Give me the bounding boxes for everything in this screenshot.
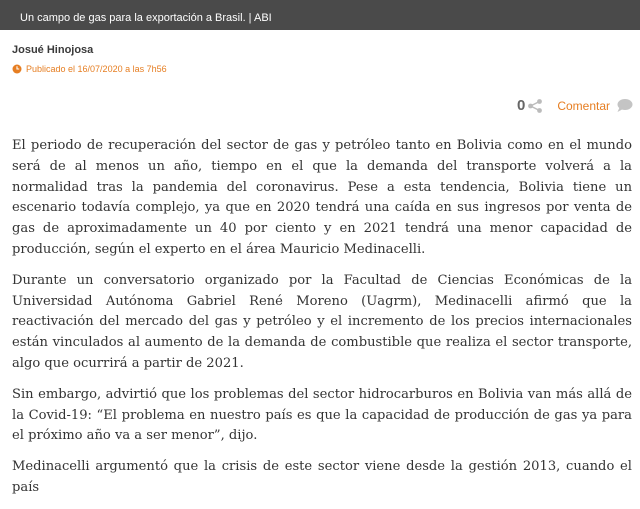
publish-date-text: Publicado el 16/07/2020 a las 7h56: [26, 64, 167, 74]
author-name[interactable]: Josué Hinojosa: [12, 44, 94, 56]
share-icon[interactable]: [527, 98, 543, 114]
article-paragraph: El periodo de recuperación del sector de gas y petróleo tanto en Bolivia como en el mundo será de al menos un año, tiempo en el que la demanda del transporte volverá a la normalidad tras la pandemia del coronavirus. Pese a esta tendencia, Bolivia tiene un escenario todavía complejo, ya que en 2020 tendrá una caída en sus ingresos por venta de gas de aproximadamente un 40 por ciento y en 2021 tendrá una menor capacidad de producción, según el experto en el área Mauricio Medinacelli.: [12, 138, 632, 257]
article-paragraph: Durante un conversatorio organizado por la Facultad de Ciencias Económicas de la Universidad Autónoma Gabriel René Moreno (Uagrm), Medinacelli afirmó que la reactivación del mercado del gas y petróleo y el incremento de los precios internacionales están vinculados al aumento de la demanda de combustible que realiza el sector transporte, algo que ocurrirá a partir de 2021.: [12, 272, 632, 371]
share-count: 0: [516, 97, 526, 114]
image-caption: Un campo de gas para la exportación a Brasil. | ABI: [20, 12, 272, 24]
comment-icon[interactable]: [616, 98, 633, 113]
publish-date: [12, 64, 167, 74]
image-caption-bar: [0, 0, 640, 30]
article-paragraph: Medinacelli argumentó que la crisis de este sector viene desde la gestión 2013, cuando el país: [12, 459, 632, 495]
share-comment-bar: [517, 97, 633, 114]
article-body: [12, 136, 632, 509]
article-paragraph: Sin embargo, advirtió que los problemas del sector hidrocarburos en Bolivia van más allá de la Covid-19: “El problema en nuestro país es que la capacidad de producción de gas ya para el próximo año va a ser menor”, dijo.: [12, 386, 632, 444]
clock-icon: [12, 64, 22, 74]
comment-link[interactable]: Comentar: [557, 98, 610, 113]
